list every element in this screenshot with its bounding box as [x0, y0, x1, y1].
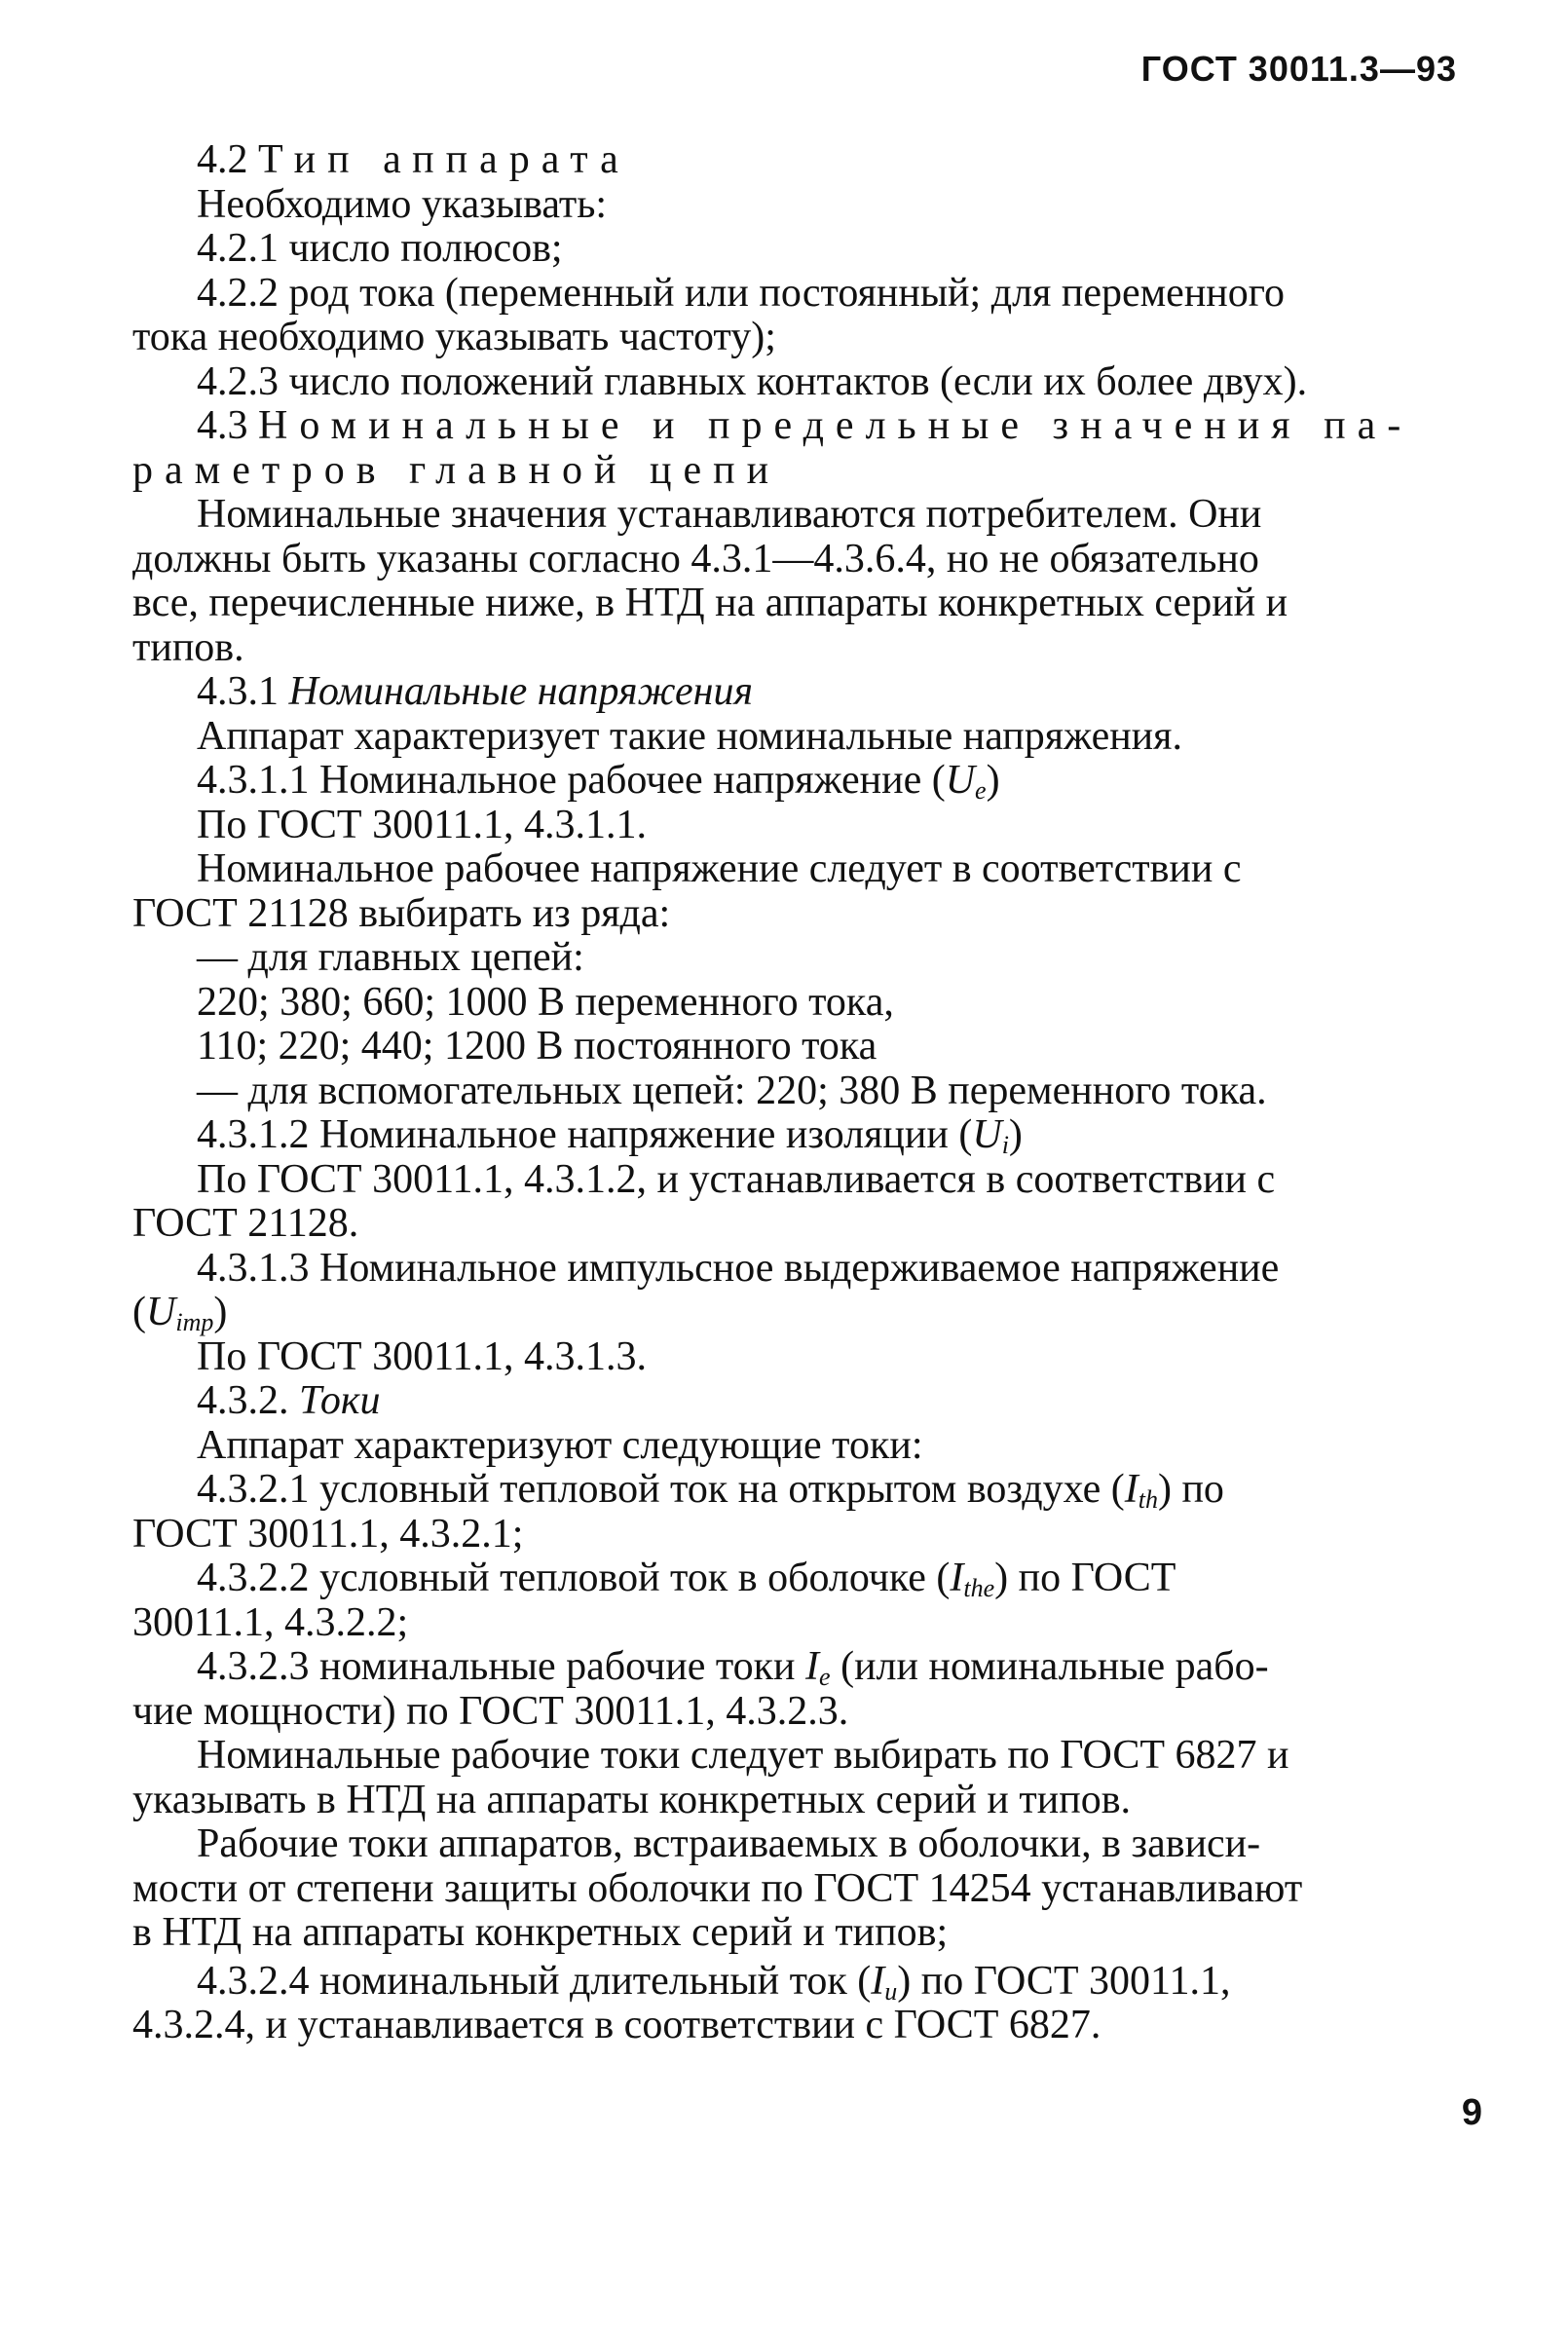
clause-4-3-2-2 — [132, 1557, 1478, 1601]
document-body — [132, 138, 1478, 2048]
clause-text: 4.3.1.1 Номинальное рабочее напряжение ( — [197, 758, 946, 803]
paragraph-line: мости от степени защиты оболочки по ГОСТ 14254 устанавливают — [132, 1865, 1303, 1911]
section-number: 4.2 — [197, 137, 248, 182]
clause-4-3-1-1 — [132, 759, 1478, 804]
reference-line: ГОСТ 30011.1, 4.3.2.1; — [132, 1511, 524, 1557]
symbol-subscript: th — [1138, 1485, 1158, 1514]
reference-line: 30011.1, 4.3.2.2; — [132, 1599, 409, 1645]
symbol: U — [945, 758, 976, 803]
clause-text: 4.3.2.4 номинальный длительный ток ( — [197, 1958, 872, 2004]
clause-4-3-2-4 — [132, 1960, 1478, 2005]
clause-text: ) — [1008, 1112, 1023, 1157]
section-title: Токи — [299, 1378, 381, 1423]
reference-line: 4.3.2.4, и устанавливается в соответствии с ГОСТ 6827. — [132, 2003, 1101, 2047]
paragraph: Необходимо указывать: — [197, 181, 608, 227]
paragraph: Аппарат характеризует такие номинальные напряжения. — [197, 713, 1182, 759]
paragraph: Аппарат характеризуют следующие токи: — [197, 1422, 923, 1468]
paragraph-line: типов. — [132, 624, 244, 670]
subsection-4-3-2-heading — [132, 1379, 1478, 1424]
paragraph-line: ГОСТ 21128 выбирать из ряда: — [132, 890, 671, 936]
symbol-subscript: the — [963, 1574, 995, 1602]
subsection-4-3-1-heading — [132, 670, 1478, 715]
section-title: Тип аппарата — [258, 137, 630, 182]
symbol-subscript: imp — [175, 1308, 214, 1336]
section-title-line: Номинальные и предельные значения па- — [258, 403, 1413, 448]
symbol: I — [871, 1958, 885, 2004]
section-4-3-heading — [132, 404, 1478, 449]
paragraph-line: указывать в НТД на аппараты конкретных серий и типов. — [132, 1777, 1132, 1822]
paragraph-line: должны быть указаны согласно 4.3.1—4.3.6.4, но не обязательно — [132, 536, 1259, 582]
symbol-subscript: u — [884, 1976, 898, 2006]
section-title: Номинальные напряжения — [288, 669, 754, 714]
reference-line: По ГОСТ 30011.1, 4.3.1.2, и устанавливается в соответствии с — [197, 1156, 1276, 1202]
symbol-subscript: e — [819, 1663, 831, 1691]
clause-text: ) по — [1157, 1467, 1224, 1512]
clause-symbol-line — [132, 1291, 1478, 1335]
paragraph-line: Рабочие токи аппаратов, встраиваемых в оболочки, в зависи- — [197, 1821, 1261, 1866]
section-4-2-heading — [132, 138, 1478, 183]
section-title-line: раметров главной цепи — [132, 447, 781, 493]
clause-text: ) по ГОСТ — [994, 1556, 1176, 1600]
symbol-subscript: i — [1001, 1131, 1009, 1159]
clause-text: ) — [986, 758, 1000, 803]
page-number: 9 — [1461, 2092, 1482, 2133]
clause-4-3-1-2 — [132, 1113, 1478, 1158]
clause-text: 4.3.1.2 Номинальное напряжение изоляции ( — [197, 1112, 973, 1157]
clause-text: 4.3.2.3 номинальные рабочие токи — [197, 1644, 806, 1689]
list-item: 4.2.1 число полюсов; — [197, 226, 563, 271]
clause-text: ( — [132, 1290, 146, 1334]
list-item: 220; 380; 660; 1000 В переменного тока, — [197, 979, 894, 1025]
list-item: 4.2.3 число положений главных контактов (если их более двух). — [197, 358, 1308, 404]
symbol-subscript: e — [975, 776, 987, 805]
paragraph-line: Номинальные рабочие токи следует выбирать по ГОСТ 6827 и — [197, 1733, 1289, 1778]
clause-4-3-2-1 — [132, 1468, 1478, 1513]
paragraph-line: Номинальные значения устанавливаются потребителем. Они — [197, 492, 1262, 537]
clause-4-3-2-3 — [132, 1645, 1478, 1690]
section-number: 4.3.1 — [197, 669, 279, 714]
reference: По ГОСТ 30011.1, 4.3.1.3. — [197, 1333, 648, 1379]
clause-text: ) по ГОСТ 30011.1, — [897, 1958, 1231, 2004]
section-number: 4.3 — [197, 403, 248, 448]
clause-text: 4.3.2.2 условный тепловой ток в оболочке ( — [197, 1556, 951, 1600]
list-item: — для вспомогательных цепей: 220; 380 В переменного тока. — [197, 1068, 1267, 1113]
reference: По ГОСТ 30011.1, 4.3.1.1. — [197, 802, 648, 847]
paragraph-line: все, перечисленные ниже, в НТД на аппараты конкретных серий и — [132, 581, 1288, 625]
document-code-header: ГОСТ 30011.3—93 — [1140, 49, 1457, 89]
symbol: I — [950, 1556, 964, 1600]
symbol: I — [805, 1644, 820, 1689]
reference-line: ГОСТ 21128. — [132, 1201, 359, 1246]
reference-line: чие мощности) по ГОСТ 30011.1, 4.3.2.3. — [132, 1688, 849, 1734]
section-number: 4.3.2. — [197, 1378, 289, 1423]
clause-text: (или номинальные рабо- — [830, 1644, 1269, 1689]
list-item-line: 4.2.2 род тока (переменный или постоянный; для переменного — [197, 270, 1285, 316]
clause-4-3-1-3: 4.3.1.3 Номинальное импульсное выдерживаемое напряжение — [197, 1245, 1280, 1291]
list-item: 110; 220; 440; 1200 В постоянного тока — [197, 1024, 877, 1069]
paragraph-line: Номинальное рабочее напряжение следует в соответствии с — [197, 846, 1242, 891]
symbol: I — [1124, 1467, 1139, 1512]
list-item-line: тока необходимо указывать частоту); — [132, 315, 776, 359]
symbol: U — [972, 1112, 1002, 1157]
symbol: U — [146, 1290, 176, 1334]
list-item: — для главных цепей: — [197, 935, 584, 980]
clause-text: ) — [213, 1290, 228, 1334]
clause-text: 4.3.2.1 условный тепловой ток на открытом воздухе ( — [197, 1467, 1125, 1512]
paragraph-line: в НТД на аппараты конкретных серий и типов; — [132, 1910, 949, 1955]
